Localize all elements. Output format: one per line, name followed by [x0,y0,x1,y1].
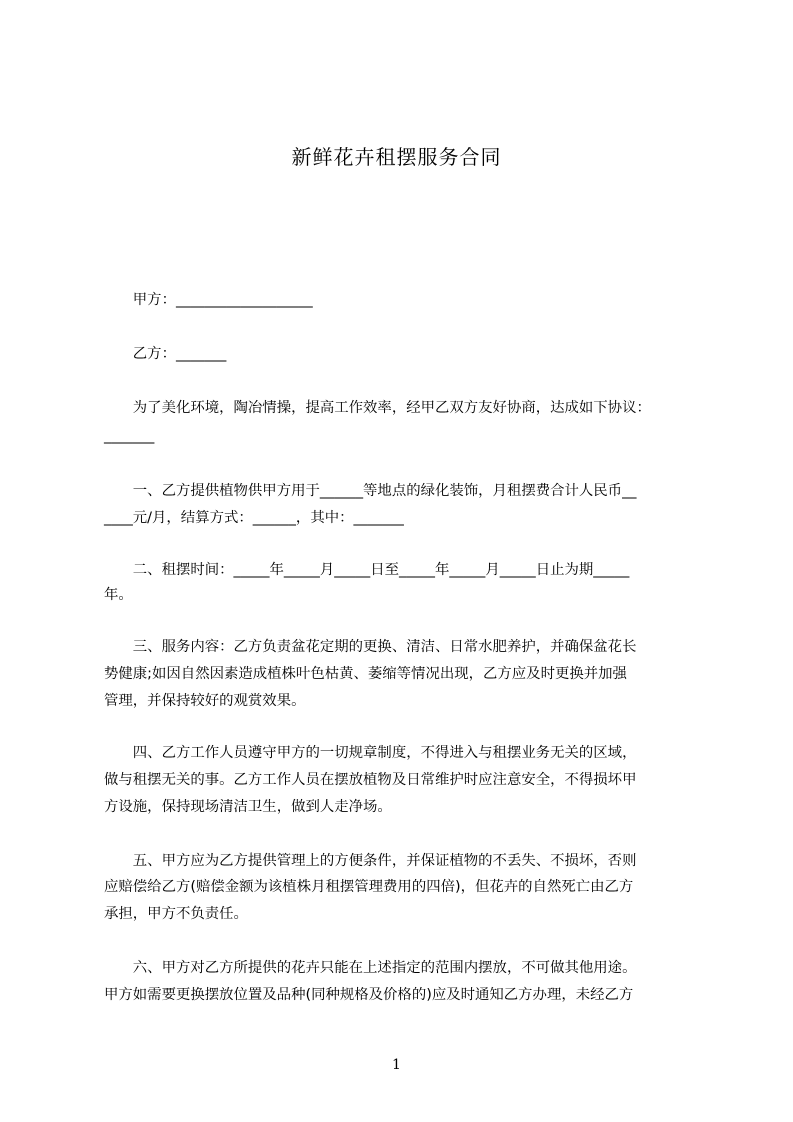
page-number: 1 [392,1057,401,1073]
clause-4-line: 方设施，保持现场清洁卫生，做到人走净场。 [104,799,392,815]
preamble-line: _______ [104,428,155,444]
clause-4-line: 四、乙方工作人员遵守甲方的一切规章制度，不得进入与租摆业务无关的区域， [104,745,637,761]
clause-3-line: 三、服务内容：乙方负责盆花定期的更换、清洁、日常水肥养护，并确保盆花长 [104,639,637,655]
party-b-line: 乙方：_______ [104,346,227,362]
clause-3-line: 管理，并保持较好的观赏效果。 [104,693,306,709]
clause-2-line: 二、租摆时间：_____年_____月_____日至_____年_____月_____日止为期_____ [104,562,630,578]
clause-1-line: 一、乙方提供植物供甲方用于______等地点的绿化装饰，月租摆费合计人民币__ [104,483,637,499]
clause-5-line: 五、甲方应为乙方提供管理上的方便条件，并保证植物的不丢失、不损坏，否则 [104,853,637,869]
preamble-line: 为了美化环境，陶冶情操，提高工作效率，经甲乙双方友好协商，达成如下协议： [104,400,651,416]
document-title: 新鲜花卉租摆服务合同 [291,145,502,169]
clause-3-line: 势健康;如因自然因素造成植株叶色枯黄、萎缩等情况出现，乙方应及时更换并加强 [104,666,627,682]
clause-6-line: 甲方如需要更换摆放位置及品种(同种规格及价格的)应及时通知乙方办理，未经乙方 [104,987,634,1003]
party-a-line: 甲方：___________________ [104,292,313,308]
clause-6-line: 六、甲方对乙方所提供的花卉只能在上述指定的范围内摆放，不可做其他用途。 [104,960,637,976]
clause-2-line: 年。 [104,587,133,603]
clause-5-line: 承担，甲方不负责任。 [104,906,248,922]
clause-1-line: ____元/月，结算方式：______，其中：_______ [104,510,404,526]
clause-5-line: 应赔偿给乙方(赔偿金额为该植株月租摆管理费用的四倍)，但花卉的自然死亡由乙方 [104,879,634,895]
clause-4-line: 做与租摆无关的事。乙方工作人员在摆放植物及日常维护时应注意安全，不得损坏甲 [104,772,637,788]
